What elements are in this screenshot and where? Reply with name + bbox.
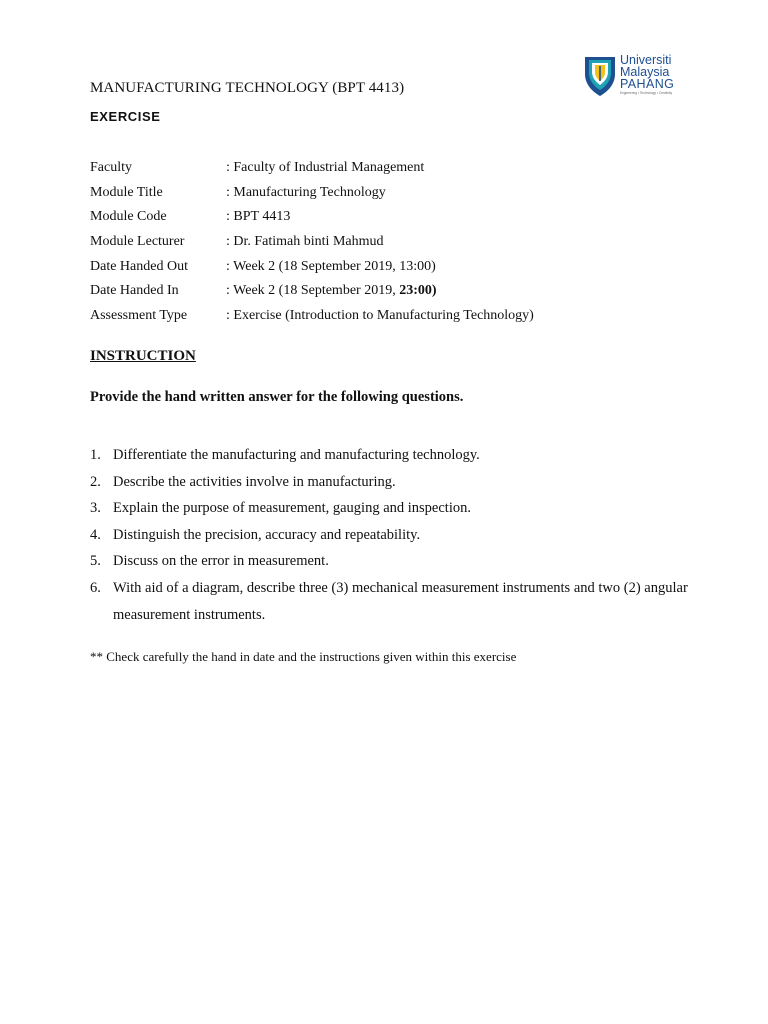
logo-line-malaysia: Malaysia: [620, 65, 670, 79]
question-item: [90, 522, 690, 549]
question-number: 3.: [90, 500, 101, 517]
logo-tagline: Engineering • Technology • Creativity: [620, 91, 673, 95]
question-text: Explain the purpose of measurement, gauging and inspection.: [113, 500, 471, 517]
question-text: Discuss on the error in measurement.: [113, 553, 329, 570]
question-text: Distinguish the precision, accuracy and repeatability.: [113, 526, 421, 543]
info-value: : Dr. Fatimah binti Mahmud: [226, 234, 384, 250]
university-crest-icon: [583, 54, 617, 98]
question-item: [90, 575, 690, 628]
question-item: [90, 442, 690, 469]
info-label: Module Title: [90, 184, 163, 200]
info-label: Module Code: [90, 209, 167, 225]
info-label: Assessment Type: [90, 308, 188, 324]
info-value: : Week 2 (18 September 2019, 13:00): [226, 258, 436, 274]
question-item: [90, 548, 690, 575]
hand-in-note: ** Check carefully the hand in date and the instructions given within this exercise: [90, 649, 517, 664]
info-value: : BPT 4413: [226, 209, 291, 225]
question-number: 2.: [90, 473, 101, 490]
info-value: : Week 2 (18 September 2019, 23:00): [226, 283, 437, 299]
question-text: Differentiate the manufacturing and manufacturing technology.: [113, 447, 480, 463]
info-label: Date Handed Out: [90, 258, 188, 274]
question-number: 4.: [90, 526, 101, 543]
info-value: : Manufacturing Technology: [226, 184, 386, 200]
logo-wordmark: [620, 54, 674, 95]
instruction-text: Provide the hand written answer for the following questions.: [90, 389, 464, 405]
info-label: Date Handed In: [90, 283, 179, 299]
question-number: 6.: [90, 579, 101, 596]
info-label: Module Lecturer: [90, 234, 185, 250]
question-item: [90, 469, 690, 496]
instruction-heading: INSTRUCTION: [90, 348, 196, 364]
logo-line-universiti: Universiti: [620, 53, 672, 67]
university-logo: [583, 52, 683, 98]
logo-line-pahang: PAHANG: [620, 77, 675, 91]
question-number: 1.: [90, 447, 101, 463]
questions-list: [90, 442, 690, 628]
question-number: 5.: [90, 553, 101, 570]
info-label: Faculty: [90, 160, 132, 175]
question-text: Describe the activities involve in manufacturing.: [113, 473, 396, 490]
question-text: With aid of a diagram, describe three (3) mechanical measurement instruments and two (2) angular measurement instruments.: [113, 579, 688, 623]
question-item: [90, 495, 690, 522]
info-value: : Faculty of Industrial Management: [226, 160, 425, 175]
exercise-subtitle: EXERCISE: [90, 109, 161, 124]
info-value: : Exercise (Introduction to Manufacturing Technology): [226, 308, 534, 324]
course-title: MANUFACTURING TECHNOLOGY (BPT 4413): [90, 80, 405, 96]
